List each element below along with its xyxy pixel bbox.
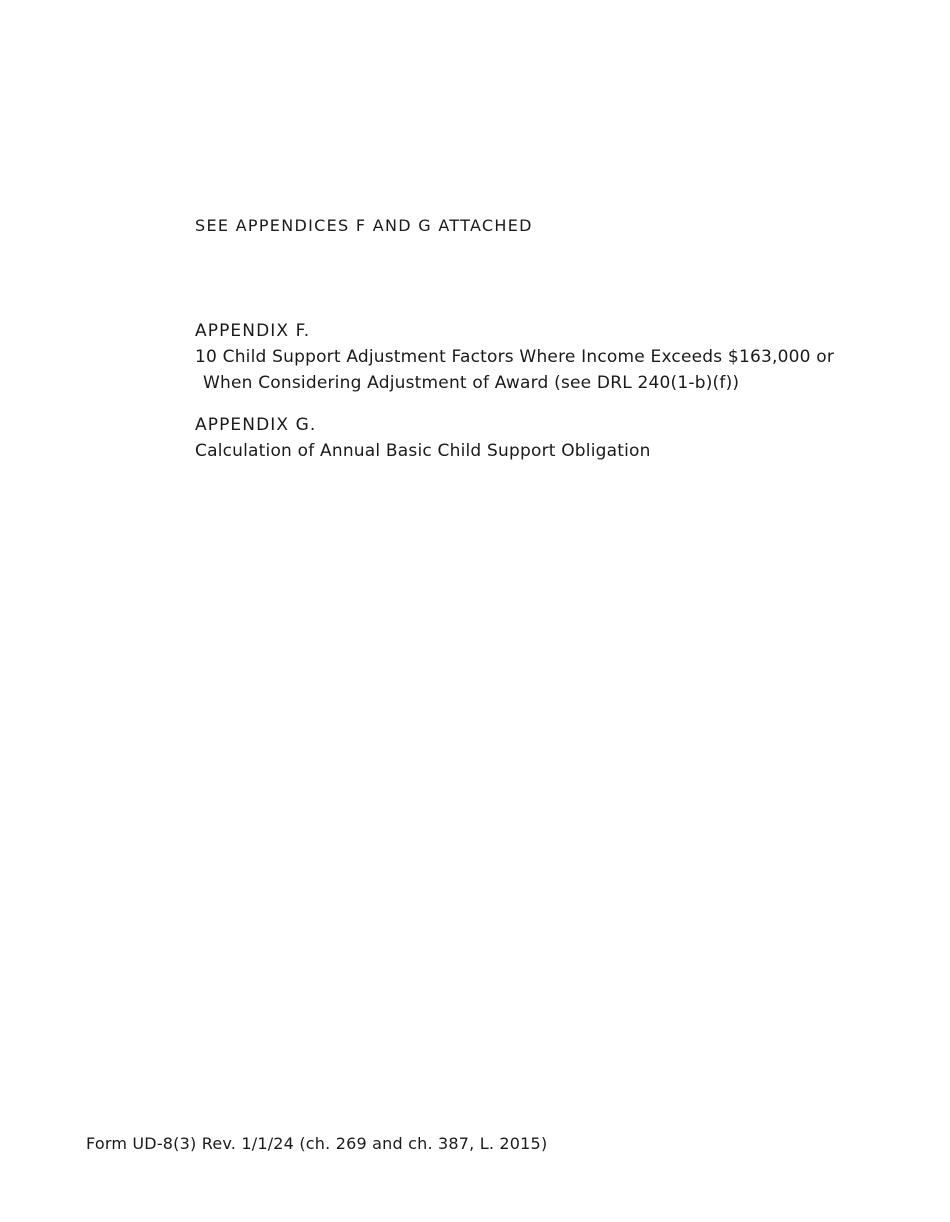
appendix-g-block [195, 412, 651, 464]
form-footer: Form UD-8(3) Rev. 1/1/24 (ch. 269 and ch. 387, L. 2015) [86, 1134, 548, 1153]
appendix-g-title: Calculation of Annual Basic Child Support Obligation [195, 441, 651, 461]
appendix-g-heading: APPENDIX G. [195, 415, 317, 435]
appendix-f-title-line-1: 10 Child Support Adjustment Factors Where Income Exceeds $163,000 or [195, 347, 835, 367]
appendices-attached-note: SEE APPENDICES F AND G ATTACHED [195, 216, 533, 235]
appendix-f-title-line-2: When Considering Adjustment of Award (see DRL 240(1-b)(f)) [203, 373, 740, 393]
appendix-f-heading: APPENDIX F. [195, 321, 311, 341]
appendix-f-block [195, 318, 834, 396]
